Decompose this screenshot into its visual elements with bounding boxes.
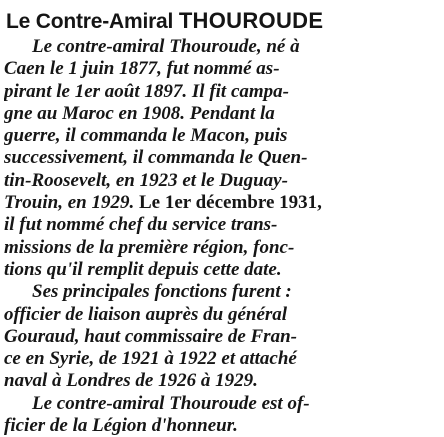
text-segment: pirant le 1er août 1897. Il fit campa- bbox=[4, 80, 289, 102]
text-line bbox=[4, 348, 444, 370]
text-segment: Caen le 1 juin 1877, fut nommé as- bbox=[4, 58, 280, 80]
text-segment: Le contre-amiral Thouroude est of- bbox=[32, 392, 310, 414]
text-segment: missions de la première région, fonc- bbox=[4, 236, 295, 258]
text-line bbox=[4, 370, 444, 392]
text-line bbox=[4, 415, 444, 437]
text-line bbox=[4, 58, 444, 80]
text-line bbox=[4, 81, 444, 103]
text-line bbox=[4, 214, 444, 236]
text-segment: officier de liaison auprès du général bbox=[4, 303, 288, 325]
text-line bbox=[4, 36, 444, 58]
text-line bbox=[4, 103, 444, 125]
text-line bbox=[4, 192, 444, 214]
text-segment: il fut nommé chef du service trans- bbox=[4, 214, 278, 236]
text-line bbox=[4, 147, 444, 169]
text-segment: ficier de la Légion d'honneur. bbox=[4, 415, 238, 437]
text-segment: Ses principales fonctions furent : bbox=[32, 281, 292, 303]
text-line bbox=[4, 304, 444, 326]
text-segment: Trouin, en 1929. bbox=[4, 192, 139, 214]
text-segment: Le 1er décembre 1931, bbox=[138, 192, 322, 214]
text-segment: successivement, il commanda le Quen- bbox=[4, 147, 308, 169]
headline-name: THOUROUDE bbox=[178, 8, 324, 33]
headline-prefix: Le Contre-Amiral bbox=[6, 10, 174, 33]
text-segment: naval à Londres de 1926 à 1929. bbox=[4, 370, 258, 392]
text-segment: tions qu'il remplit depuis cette date. bbox=[4, 258, 282, 280]
text-line bbox=[4, 326, 444, 348]
text-line bbox=[4, 281, 444, 303]
article-headline bbox=[6, 6, 438, 36]
text-segment: ce en Syrie, de 1921 à 1922 et attaché bbox=[4, 348, 297, 370]
text-line bbox=[4, 237, 444, 259]
text-line bbox=[4, 170, 444, 192]
text-segment: Gouraud, haut commissaire de Fran- bbox=[4, 325, 297, 347]
text-line bbox=[4, 125, 444, 147]
article-body bbox=[4, 36, 444, 437]
text-segment: guerre, il commanda le Macon, puis bbox=[4, 125, 288, 147]
text-segment: gne au Maroc en 1908. Pendant la bbox=[4, 102, 275, 124]
text-segment: tin-Roosevelt, en 1923 et le Duguay- bbox=[4, 169, 288, 191]
text-line bbox=[4, 259, 444, 281]
text-line bbox=[4, 393, 444, 415]
text-segment: Le contre-amiral Thouroude, né à bbox=[32, 36, 300, 57]
